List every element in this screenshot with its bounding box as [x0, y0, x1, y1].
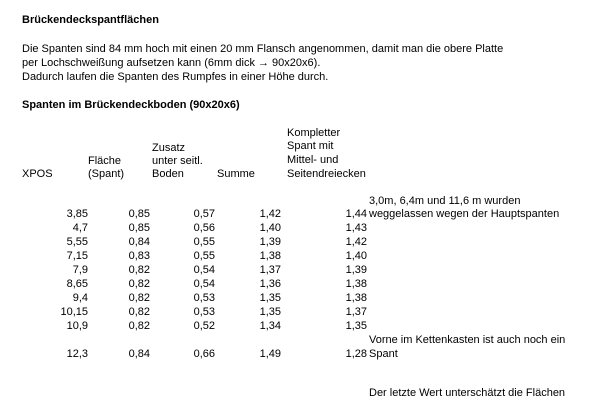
- header-zusatz-line-3: Boden: [152, 168, 184, 180]
- note-first-line-2: weggelassen wegen der Hauptspanten: [369, 208, 560, 220]
- intro-line-2: per Lochschweißung aufsetzen kann (6mm dick → 90x20x6).: [22, 57, 321, 69]
- cell-flaeche: 0,82: [128, 320, 150, 332]
- cell-komplett: 1,28: [345, 348, 367, 360]
- header-summe: Summe: [217, 168, 255, 180]
- cell-xpos: 8,65: [66, 278, 88, 290]
- header-zusatz-line-1: Zusatz: [152, 142, 186, 154]
- cell-zusatz: 0,53: [193, 292, 215, 304]
- cell-summe: 1,42: [259, 208, 281, 220]
- cell-zusatz: 0,55: [193, 250, 215, 262]
- cell-xpos: 4,7: [72, 222, 88, 234]
- header-komplett-line-1: Kompletter: [287, 127, 341, 139]
- cell-flaeche: 0,82: [128, 264, 150, 276]
- cell-zusatz: 0,66: [193, 348, 215, 360]
- header-xpos: XPOS: [22, 168, 53, 180]
- header-flaeche-line-1: Fläche: [88, 155, 122, 167]
- header-zusatz-line-2: unter seitl.: [152, 155, 203, 167]
- cell-flaeche: 0,84: [128, 348, 150, 360]
- cell-xpos: 10,9: [66, 320, 88, 332]
- cell-summe: 1,35: [259, 292, 281, 304]
- note-last: Der letzte Wert unterschätzt die Flächen: [369, 387, 566, 399]
- cell-komplett: 1,39: [345, 264, 367, 276]
- cell-xpos: 9,4: [72, 292, 88, 304]
- cell-flaeche: 0,82: [128, 278, 150, 290]
- cell-flaeche: 0,82: [128, 292, 150, 304]
- intro-line-3: Dadurch laufen die Spanten des Rumpfes in einer Höhe durch.: [22, 71, 329, 83]
- cell-flaeche: 0,82: [128, 306, 150, 318]
- cell-komplett: 1,42: [345, 236, 367, 248]
- cell-xpos: 7,15: [66, 250, 88, 262]
- cell-summe: 1,39: [259, 236, 281, 248]
- cell-komplett: 1,43: [345, 222, 367, 234]
- cell-summe: 1,37: [259, 264, 281, 276]
- note-second-line-1: Vorne im Kettenkasten ist auch noch ein: [369, 334, 566, 346]
- cell-xpos: 5,55: [66, 236, 88, 248]
- cell-zusatz: 0,54: [193, 278, 215, 290]
- cell-komplett: 1,35: [345, 320, 367, 332]
- cell-xpos: 3,85: [66, 208, 88, 220]
- cell-flaeche: 0,83: [128, 250, 150, 262]
- cell-komplett: 1,38: [345, 278, 367, 290]
- cell-xpos: 7,9: [72, 264, 88, 276]
- cell-flaeche: 0,85: [128, 208, 150, 220]
- cell-zusatz: 0,53: [193, 306, 215, 318]
- cell-zusatz: 0,56: [193, 222, 215, 234]
- cell-xpos: 12,3: [66, 348, 88, 360]
- cell-summe: 1,40: [259, 222, 281, 234]
- cell-flaeche: 0,84: [128, 236, 150, 248]
- note-second-line-2: Spant: [369, 348, 398, 360]
- cell-komplett: 1,44: [345, 208, 367, 220]
- header-komplett-line-2: Spant mit: [287, 140, 334, 152]
- cell-zusatz: 0,55: [193, 236, 215, 248]
- cell-zusatz: 0,57: [193, 208, 215, 220]
- cell-summe: 1,38: [259, 250, 281, 262]
- cell-zusatz: 0,54: [193, 264, 215, 276]
- cell-summe: 1,36: [259, 278, 281, 290]
- header-komplett-line-4: Seitendreiecken: [287, 168, 366, 180]
- note-first-line-1: 3,0m, 6,4m und 11,6 m wurden: [369, 195, 521, 207]
- header-flaeche-line-2: (Spant): [88, 168, 125, 180]
- cell-komplett: 1,37: [345, 306, 367, 318]
- cell-summe: 1,49: [259, 348, 281, 360]
- intro-line-1: Die Spanten sind 84 mm hoch mit einen 20 mm Flansch angenommen, damit man die obere Platte: [22, 43, 504, 55]
- cell-flaeche: 0,85: [128, 222, 150, 234]
- cell-komplett: 1,40: [345, 250, 367, 262]
- cell-summe: 1,35: [259, 306, 281, 318]
- header-komplett-line-3: Mittel- und: [287, 154, 339, 166]
- page-title: Brückendeckspantflächen: [22, 14, 159, 26]
- cell-komplett: 1,38: [345, 292, 367, 304]
- section-title: Spanten im Brückendeckboden (90x20x6): [22, 99, 240, 111]
- cell-summe: 1,34: [259, 320, 281, 332]
- cell-zusatz: 0,52: [193, 320, 215, 332]
- cell-xpos: 10,15: [60, 306, 88, 318]
